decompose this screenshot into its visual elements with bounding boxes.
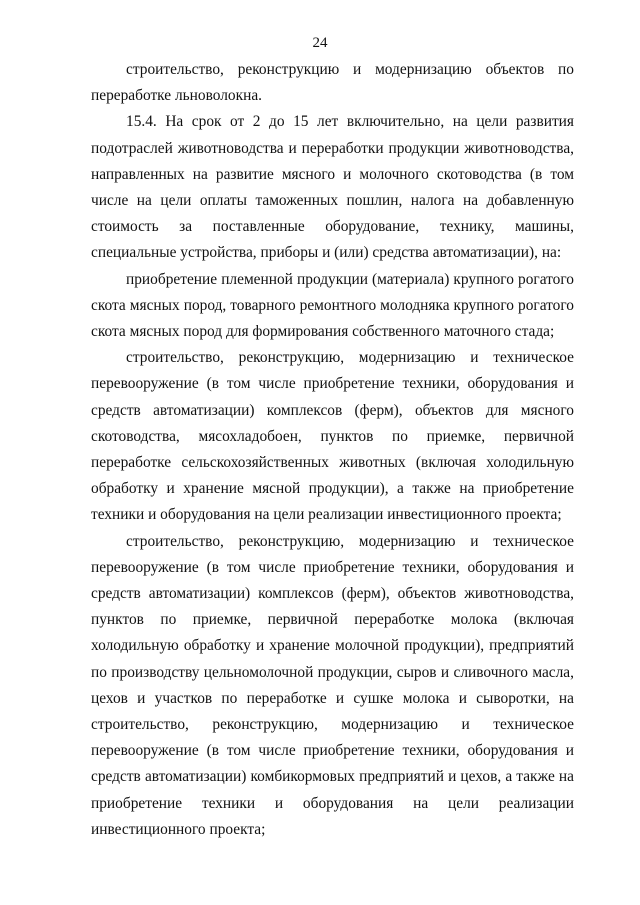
paragraph-dairy-facilities: строительство, реконструкцию, модернизацию и техническое перевооружение (в том числе приобретение техники, оборудования и средств автоматизации) комплексов (ферм), объектов животноводства, пунктов по приемке, первичной переработке молока (включая холодильную обработку и хранение молочной продукции), предприятий по производству цельномолочной продукции, сыров и сливочного масла, цехов и участков по переработке и сушке молока и сыворотки, на строительство, реконструкцию, модернизацию и техническое перевооружение (в том числе приобретение техники, оборудования и средств автоматизации) комбикормовых предприятий и цехов, а также на приобретение техники и оборудования на цели реализации инвестиционного проекта;	[91, 532, 574, 838]
paragraph-clause-15-4: 15.4. На срок от 2 до 15 лет включительно, на цели развития подотраслей животноводства и переработки продукции животноводства, направленных на развитие мясного и молочного скотоводства (в том числе на цели оплаты таможенных пошлин, налога на добавленную стоимость за поставленные оборудование, технику, машины, специальные устройства, приборы и (или) средства автоматизации), на:	[91, 113, 574, 262]
document-body	[91, 57, 574, 843]
paragraph-breeding-livestock: приобретение племенной продукции (материала) крупного рогатого скота мясных пород, товарного ремонтного молодняка крупного рогатого скота мясных пород для формирования собственного маточного стада;	[91, 270, 574, 341]
paragraph-construction-flax: строительство, реконструкцию и модернизацию объектов по переработке льноволокна.	[91, 61, 574, 105]
paragraph-beef-cattle-facilities: строительство, реконструкцию, модернизацию и техническое перевооружение (в том числе приобретение техники, оборудования и средств автоматизации) комплексов (ферм), объектов для мясного скотоводства, мясохладобоен, пунктов по приемке, первичной переработке сельскохозяйственных животных (включая холодильную обработку и хранение мясной продукции), а также на приобретение техники и оборудования на цели реализации инвестиционного проекта;	[91, 349, 574, 524]
page-number: 24	[312, 35, 328, 51]
